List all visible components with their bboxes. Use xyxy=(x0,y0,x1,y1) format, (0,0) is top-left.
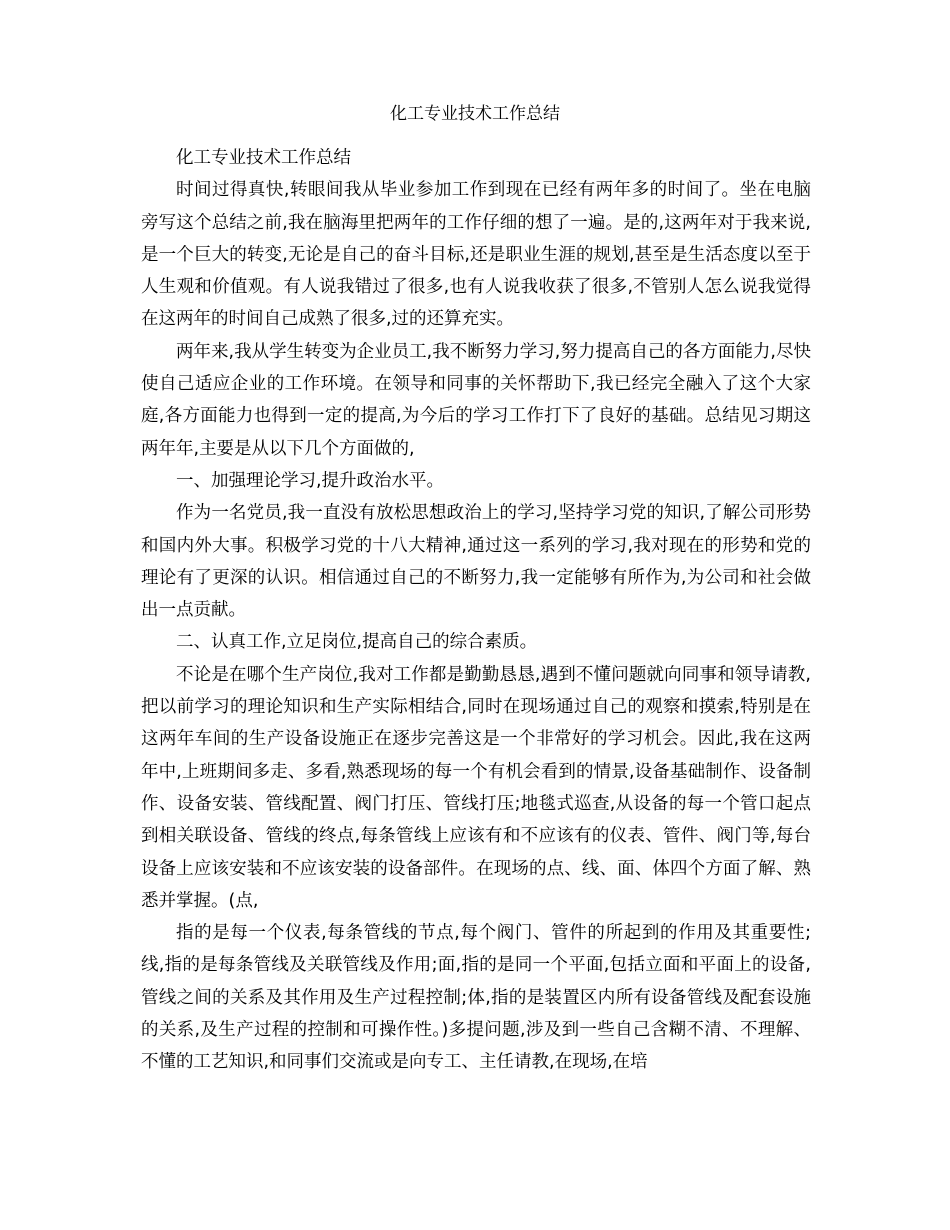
paragraph: 指的是每一个仪表,每条管线的节点,每个阀门、管件的所起到的作用及其重要性;线,指的是每条管线及关联管线及作用;面,指的是同一个平面,包括立面和平面上的设备,管线之间的关系及其作用及生产过程控制;体,指的是装置区内所有设备管线及配套设施的关系,及生产过程的控制和可操作性。)多提问题,涉及到一些自己含糊不清、不理解、不懂的工艺知识,和同事们交流或是向专工、主任请教,在现场,在培 xyxy=(141,923,811,1073)
document-body xyxy=(141,142,811,1079)
paragraph: 时间过得真快,转眼间我从毕业参加工作到现在已经有两年多的时间了。坐在电脑旁写这个总结之前,我在脑海里把两年的工作仔细的想了一遍。是的,这两年对于我来说,是一个巨大的转变,无论是自己的奋斗目标,还是职业生涯的规划,甚至是生活态度以至于人生观和价值观。有人说我错过了很多,也有人说我收获了很多,不管别人怎么说我觉得在这两年的时间自己成熟了很多,过的还算充实。 xyxy=(141,180,811,330)
document-title: 化工专业技术工作总结 xyxy=(390,104,560,124)
paragraph: 作为一名党员,我一直没有放松思想政治上的学习,坚持学习党的知识,了解公司形势和国内外大事。积极学习党的十八大精神,通过这一系列的学习,我对现在的形势和党的理论有了更深的认识。相信通过自己的不断努力,我一定能够有所作为,为公司和社会做出一点贡献。 xyxy=(141,503,811,621)
paragraph: 不论是在哪个生产岗位,我对工作都是勤勤恳恳,遇到不懂问题就向同事和领导请教,把以前学习的理论知识和生产实际相结合,同时在现场通过自己的观察和摸索,特别是在这两年车间的生产设备设施正在逐步完善这是一个非常好的学习机会。因此,我在这两年中,上班期间多走、多看,熟悉现场的每一个有机会看到的情景,设备基础制作、设备制作、设备安装、管线配置、阀门打压、管线打压;地毯式巡查,从设备的每一个管口起点到相关联设备、管线的终点,每条管线上应该有和不应该有的仪表、管件、阀门等,每台设备上应该安装和不应该安装的设备部件。在现场的点、线、面、体四个方面了解、熟悉并掌握。(点, xyxy=(141,664,811,911)
section-heading-1: 一、加强理论学习,提升政治水平。 xyxy=(176,470,445,491)
section-heading-2: 二、认真工作,立足岗位,提高自己的综合素质。 xyxy=(176,632,538,653)
paragraph: 两年来,我从学生转变为企业员工,我不断努力学习,努力提高自己的各方面能力,尽快使自己适应企业的工作环境。在领导和同事的关怀帮助下,我已经完全融入了这个大家庭,各方面能力也得到一定的提高,为今后的学习工作打下了良好的基础。总结见习期这两年年,主要是从以下几个方面做的, xyxy=(141,341,811,459)
paragraph-subtitle: 化工专业技术工作总结 xyxy=(176,148,351,168)
